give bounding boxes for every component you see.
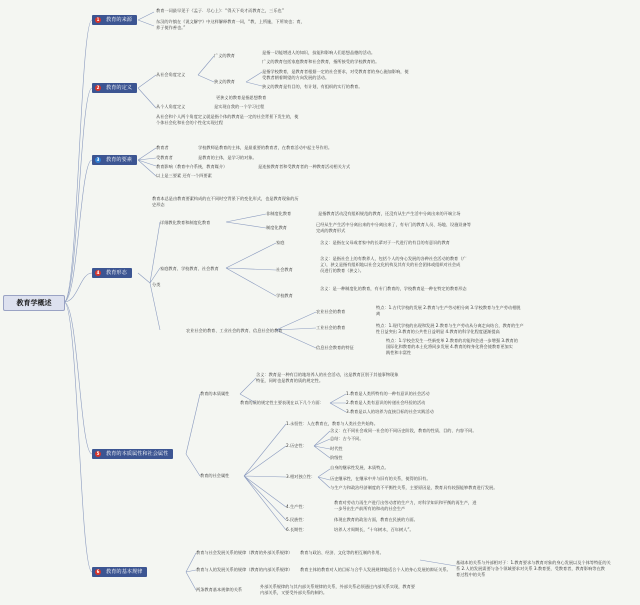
node-text[interactable]: 农业社会的教育	[316, 309, 346, 314]
node-text[interactable]: 广义的教育	[214, 53, 235, 58]
node-text[interactable]: 5.民族性：	[286, 517, 307, 522]
node-text[interactable]: 教育与政治、经济、文化等的相互制约作用。	[300, 550, 384, 555]
node-text[interactable]: 非制度化教育	[266, 211, 292, 216]
node-text[interactable]: 教育对劳动力再生产进行出劳动者的生产力，对科学知识和平衡的再生产，进	[334, 500, 477, 505]
node-text[interactable]: 2.教育是人类有意识的传递社会经验的活动	[346, 400, 426, 405]
node-text[interactable]: 已经从生产生活中分离出来的中分离出来了，有专门的教育人员、场地、设施设备等	[316, 222, 471, 227]
node-text[interactable]: 详细教化教育和制度化教育	[160, 220, 211, 225]
node-text[interactable]: 含义：是指社会上的有教养人，包括个人的身心发展的各种社会活动的教育（广	[320, 256, 467, 261]
node-text[interactable]: 教育与人的发展关系的规律（教育的内部关系规律）	[196, 567, 293, 572]
node-text[interactable]: 农业社会的教育、工业社会的教育、信息社会的教育	[186, 328, 283, 333]
priority-6-icon: 6	[96, 569, 100, 574]
node-text[interactable]: 教育与社会发展关系的规律（教育的外部关系规律）	[196, 550, 293, 555]
node-text[interactable]: 社会教育	[276, 267, 293, 272]
priority-2-icon: 2	[96, 85, 100, 90]
node-text[interactable]: 制度化教育	[266, 225, 287, 230]
priority-1-icon: 1	[96, 17, 100, 22]
node-text[interactable]: 从社会角度定义	[156, 72, 186, 77]
node-text[interactable]: 内部关系，又要受外部关系的制约。	[260, 590, 328, 595]
node-text[interactable]: 外部关系规律的与其内部关系规律的关系，外部关系必须通过内部关系实现，教育要	[260, 584, 415, 589]
node-text[interactable]: 东汉的许慎在《说文解字》中这样解释教育一词，“教，上所施，下所效也；育，	[156, 19, 305, 24]
node-text[interactable]: 含义：教育是一种有目的地培养人的社会活动，这是教育区别于其他事物现象	[256, 372, 399, 377]
node-text[interactable]: 以上是三要素 还有一个四要素	[156, 173, 212, 178]
priority-4-icon: 4	[96, 270, 100, 275]
node-text[interactable]: 受教育者	[156, 155, 173, 160]
node-text[interactable]: 践性和丰富性	[386, 350, 412, 355]
category-definition[interactable]	[92, 83, 137, 93]
node-text[interactable]: 特征，同时也是教育的质的规定性。	[256, 378, 324, 383]
node-text[interactable]: 完成的教育形式	[316, 228, 346, 233]
node-text[interactable]: 从个人角度定义	[156, 104, 186, 109]
category-label: 教育的本质属性和社会属性	[106, 451, 169, 457]
note-text[interactable]: 基础本的关系与外部相对于：1.教育要求与教育对象的身心发展以及个体等特征的关	[456, 560, 611, 565]
node-text[interactable]: 教育的本质属性	[200, 391, 230, 396]
note-text[interactable]: 系 2.人的发展需要与各个领域要求对关系 3.教育要，受教育者，教育影响等在教	[456, 566, 605, 571]
category-attributes[interactable]	[92, 449, 173, 459]
node-text[interactable]: 是连接教育者和受教育者的一种教育活动相关方式	[258, 164, 351, 169]
node-text[interactable]: 1.教育是人类所特有的一种有意识的社会活动	[346, 391, 430, 396]
node-text[interactable]: 是指一切能增进人的知识，技能和影响人们思想品德的活动。	[262, 50, 376, 55]
node-text[interactable]: 时代性	[330, 446, 343, 451]
node-text[interactable]: 史形态	[152, 202, 165, 207]
node-text[interactable]: 6.长期性：	[286, 527, 307, 532]
node-text[interactable]: 培养人才周期长，“十年树木，百年树人”。	[334, 527, 414, 532]
node-text[interactable]: 特点：1.学校会发生一些新变革 2.教育的功能和会进一步增强 3.教育的	[386, 338, 518, 343]
node-text[interactable]: 历史继承性，在继承中并与旧有的关系，使得的旧有。	[330, 476, 431, 481]
node-text[interactable]: 一步导出生产前所有的和动的社会生产	[334, 506, 406, 511]
note-text[interactable]: 育过程中的关系	[456, 572, 486, 577]
category-label: 教育的要素	[106, 157, 132, 163]
priority-3-icon: 3	[96, 157, 100, 162]
node-text[interactable]: 工业社会的教育	[316, 325, 346, 330]
node-text[interactable]: 信息社会教育的特征	[316, 345, 354, 350]
node-text[interactable]: 性日益突出 3.教育的公共性日益明显 4.教育的科学化程度逐渐提高	[376, 329, 500, 334]
root-topic[interactable]: 教育学概述	[3, 295, 65, 311]
node-text[interactable]: 学校教师是教育的主体，是最重要的教育者，在教育活动中起主导作用。	[198, 145, 333, 150]
node-text[interactable]: 学校教育	[276, 293, 293, 298]
node-text[interactable]: 义），狭义是指有组织地以社会文化机构及其有关的社会团体或组织对社会成	[320, 262, 461, 267]
node-text[interactable]: 更狭义的教育是指思想教育	[216, 95, 267, 100]
node-text[interactable]: 含义：在不同社会或同一社会的不同历史阶段，教育的性质、目的、内容不同。	[330, 428, 477, 433]
node-text[interactable]: 教育一词最早见于《孟子．尽心上》：“得天下英才而教育之，三乐也”	[156, 8, 284, 13]
node-text[interactable]: 是指教育活动没有组织规范的教育，还没有从生产生活中分离出来的开端立场	[318, 211, 461, 216]
node-text[interactable]: 与生产力和政治经济制度的不平衡性关系，主要原因是，教育具有较强能够教育进行发展。	[330, 485, 498, 490]
node-text[interactable]: 两条教育基本规律的关系	[196, 587, 243, 592]
node-text[interactable]: 狭义的教育	[214, 79, 235, 84]
node-text[interactable]: 2.历史性：	[286, 443, 307, 448]
category-label: 教育的来源	[106, 17, 132, 23]
node-text[interactable]: 含义：是一种制度化的教育，有专门教育的，学校教育是一种在特定的教育形态	[320, 286, 467, 291]
category-label: 教育的基本规律	[106, 569, 143, 575]
node-text[interactable]: 离	[376, 311, 381, 316]
node-text[interactable]: 3.教育是以人的培养为直接目标的社会实践活动	[346, 409, 434, 414]
node-text[interactable]: 是实现自我的一个学习过程	[214, 104, 265, 109]
category-laws[interactable]	[92, 567, 147, 577]
node-text[interactable]: 国际化和教育的本土化将同步发展 4.教育的终身化将会使教育更加实	[386, 344, 513, 349]
node-text[interactable]: 体现在教育的政治方面，教育在民族的方面。	[334, 517, 418, 522]
node-text[interactable]: 分类	[152, 282, 161, 287]
category-label: 教育的定义	[106, 85, 132, 91]
node-text[interactable]: 家庭教育、学校教育、社会教育	[160, 266, 219, 271]
category-elements[interactable]	[92, 155, 137, 165]
node-text[interactable]: 阶级性	[330, 455, 343, 460]
node-text[interactable]: 自身的继承性发展，本质特点。	[330, 465, 389, 470]
node-text[interactable]: 教育者	[156, 145, 169, 150]
node-text[interactable]: 是教育的主体，是学习的对象。	[198, 155, 257, 160]
node-text[interactable]: 教育主体的教育对人的目标与合乎人发展规律地适合个人的身心发展的辩证关系。	[300, 567, 451, 572]
node-text[interactable]: 员进行的教育（狭义）。	[320, 268, 364, 273]
node-text[interactable]: 4.生产性：	[286, 504, 307, 509]
node-text[interactable]: 从社会和个人两个角度定义就是指个体的教育是一定的社会背景下发生的，使	[156, 114, 299, 119]
node-text[interactable]: 个体社会化和社会的个性化实现过程	[156, 120, 224, 125]
node-text[interactable]: 受教者朝着期望的方向发展的活动。	[262, 75, 330, 80]
node-text[interactable]: 家庭	[276, 240, 285, 245]
category-forms[interactable]	[92, 268, 132, 278]
node-text[interactable]: 教育的社会属性	[200, 473, 230, 478]
node-text[interactable]: 教育影响（教育中介系统，教育媒介）	[156, 164, 228, 169]
node-text[interactable]: 特点：1.现代学校的出现和发展 2.教育与生产劳动从分离走向结合，教育的生产	[376, 323, 524, 328]
node-text[interactable]: 特点：1.古代学校的发展 2.教育与生产劳动相分离 3.学校教育与生产劳动相脱	[376, 305, 521, 310]
category-origin[interactable]	[92, 15, 137, 25]
node-text[interactable]: 狭义的教育是有目的，有计划，有组织的实行的教育。	[262, 84, 363, 89]
node-text[interactable]: 含义：是指在父母或者家中的长辈对于一代进行的有目的有意识的教育	[320, 240, 450, 245]
node-text[interactable]: 3.相对独立性：	[286, 474, 316, 479]
node-text[interactable]: 1.永恒性：人在教育在，教育与人类社会共始终。	[286, 421, 378, 426]
node-text[interactable]: 养子使作善也。”	[156, 25, 186, 30]
node-text[interactable]: 广义的教育包括家庭教育和社会教育，指所接受的学校教育的。	[262, 59, 380, 64]
node-text[interactable]: 教育本总是由教育要素构成的在不同时空背景下的变化形式，也是教育现象的历	[152, 196, 299, 201]
node-text[interactable]: 总结：古今不同。	[330, 436, 364, 441]
category-label: 教育形态	[106, 270, 127, 276]
priority-5-icon: 5	[96, 451, 100, 456]
node-text[interactable]: 是指学校教育，是教育者根据一定的社会要求，对受教育者的身心施加影响，使	[262, 69, 409, 74]
node-text[interactable]: 教育的质的规定性主要表现在以下几个方面：	[240, 400, 324, 405]
